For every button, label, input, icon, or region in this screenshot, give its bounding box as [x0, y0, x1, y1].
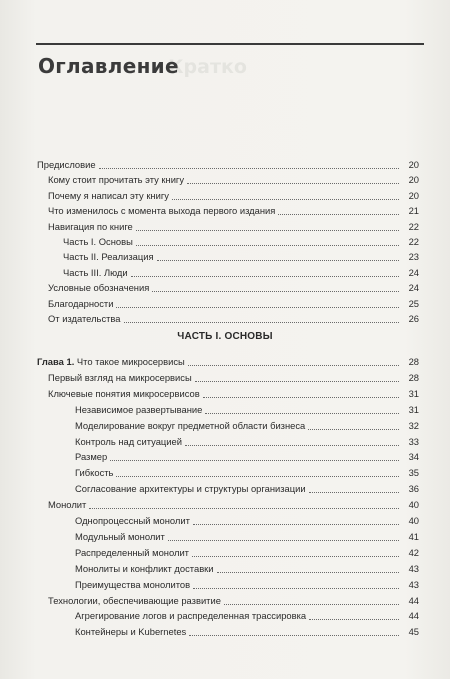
toc-entry	[0, 624, 450, 640]
toc-entry-page: 34	[408, 451, 419, 463]
toc-entry-label: Однопроцессный монолит	[75, 515, 190, 526]
dot-leader	[309, 619, 399, 620]
toc-entry	[0, 234, 450, 250]
dot-leader	[224, 604, 399, 605]
toc-entry-page: 28	[408, 356, 419, 367]
dot-leader	[187, 183, 399, 184]
dot-leader	[152, 291, 399, 292]
toc-entry-page: 25	[408, 297, 419, 309]
toc-entry-page: 42	[408, 546, 419, 558]
toc-entry	[0, 577, 450, 593]
toc-entry-page: 43	[408, 562, 419, 574]
chapter-entry	[0, 354, 450, 370]
toc-entry	[0, 513, 450, 529]
toc-entry-label: Что изменилось с момента выхода первого издания	[48, 205, 276, 217]
toc-entry-page: 44	[408, 610, 419, 622]
dot-leader	[192, 556, 399, 557]
toc-entry-label: Распределенный монолит	[75, 546, 189, 558]
toc-entry	[0, 608, 450, 624]
toc-entry-label: Контейнеры и Kubernetes	[75, 626, 187, 638]
toc-entry	[0, 529, 450, 545]
toc-entry-page: 43	[408, 578, 419, 590]
page-title: Оглавление	[38, 54, 179, 78]
toc-entry	[0, 418, 450, 434]
ghost-through-text: Кратко	[168, 56, 247, 78]
toc-entry-page: 26	[408, 313, 419, 324]
toc-entry-page: 41	[408, 530, 419, 542]
toc-entry-label: Согласование архитектуры и структуры организации	[75, 483, 306, 495]
toc-entry	[0, 203, 450, 219]
dot-leader	[185, 445, 399, 446]
toc-entry-label: Часть II. Реализация	[63, 251, 154, 263]
toc-entry-page: 36	[408, 483, 419, 495]
toc-entry-page: 40	[408, 499, 419, 511]
toc-entry	[0, 219, 450, 235]
toc-entry	[0, 172, 450, 188]
toc-entry-label: Гибкость	[75, 467, 114, 479]
dot-leader	[189, 635, 399, 636]
chapter-number: Глава 1.	[37, 356, 75, 367]
dot-leader	[116, 307, 399, 308]
toc-entry-label: Независимое развертывание	[75, 403, 203, 415]
dot-leader	[203, 397, 399, 398]
dot-leader	[308, 429, 399, 430]
toc-entry-label: Технологии, обеспечивающие развитие	[48, 594, 221, 606]
toc-entry	[0, 370, 450, 386]
dot-leader	[89, 508, 399, 509]
dot-leader	[205, 413, 399, 414]
dot-leader	[136, 230, 399, 231]
toc-entry-label: Навигация по книге	[48, 220, 133, 232]
dot-leader	[157, 260, 399, 261]
chapter-title	[37, 354, 186, 370]
toc-entry-label: Монолиты и конфликт доставки	[75, 562, 214, 574]
toc-entry	[0, 280, 450, 296]
toc-entry-page: 31	[408, 387, 419, 399]
toc-entry	[0, 434, 450, 450]
toc-entry-page: 22	[408, 220, 419, 232]
dot-leader	[99, 168, 399, 169]
toc-entry-page: 24	[408, 282, 419, 294]
toc-entry-page: 28	[408, 371, 419, 383]
dot-leader	[195, 381, 399, 382]
toc-entry	[0, 593, 450, 609]
dot-leader	[131, 276, 399, 277]
toc-entry-page: 35	[408, 467, 419, 479]
toc-entry	[0, 265, 450, 281]
toc-entry-page: 40	[408, 515, 419, 526]
toc-entry-label: Почему я написал эту книгу	[48, 189, 169, 201]
toc-entry-page: 33	[408, 435, 419, 447]
toc-entry-label: Контроль над ситуацией	[75, 435, 182, 447]
toc-entry	[0, 545, 450, 561]
toc-entry-page: 22	[408, 236, 419, 247]
dot-leader	[136, 245, 399, 246]
dot-leader	[217, 572, 399, 573]
toc-entry	[0, 449, 450, 465]
dot-leader	[116, 476, 399, 477]
toc-entry	[0, 311, 450, 327]
toc-entry-label: Часть III. Люди	[63, 266, 128, 278]
toc-entry-page: 23	[408, 251, 419, 263]
toc-entry	[0, 157, 450, 173]
toc-entry-label: Агрегирование логов и распределенная трассировка	[75, 610, 307, 622]
toc-entry	[0, 249, 450, 265]
toc-entry-label: От издательства	[48, 313, 121, 324]
toc-entry-label: Модульный монолит	[75, 530, 165, 542]
dot-leader	[124, 322, 399, 323]
dot-leader	[193, 524, 399, 525]
toc-entry	[0, 188, 450, 204]
toc-entry	[0, 561, 450, 577]
dot-leader	[193, 588, 399, 589]
toc-entry-label: Предисловие	[37, 159, 96, 170]
toc-entry-label: Преимущества монолитов	[75, 578, 191, 590]
toc-entry	[0, 386, 450, 402]
toc-entry	[0, 497, 450, 513]
toc-entry-label: Размер	[75, 451, 108, 463]
dot-leader	[309, 492, 399, 493]
toc-entry-label: Ключевые понятия микросервисов	[48, 387, 200, 399]
toc-entry-page: 31	[408, 403, 419, 415]
toc-entry-page: 21	[408, 205, 419, 217]
toc-entry-page: 20	[408, 189, 419, 201]
toc-entry-page: 24	[408, 266, 419, 278]
toc-entry	[0, 481, 450, 497]
dot-leader	[168, 540, 399, 541]
toc-entry-label: Условные обозначения	[48, 282, 150, 294]
dot-leader	[188, 365, 399, 366]
toc-entry-label: Моделирование вокруг предметной области бизнеса	[75, 419, 306, 431]
toc-entry	[0, 296, 450, 312]
chapter-label: Что такое микросервисы	[74, 356, 185, 367]
dot-leader	[110, 460, 399, 461]
dot-leader	[172, 199, 399, 200]
toc-entry-label: Благодарности	[48, 297, 114, 309]
toc-entry-page: 44	[408, 594, 419, 606]
toc-entry-label: Монолит	[48, 499, 87, 511]
toc-entry-page: 20	[408, 174, 419, 186]
dot-leader	[278, 214, 399, 215]
toc-entry-label: Часть I. Основы	[63, 236, 133, 247]
toc-entry-page: 32	[408, 419, 419, 431]
part-heading: ЧАСТЬ I. ОСНОВЫ	[177, 331, 273, 342]
toc-entry-label: Кому стоит прочитать эту книгу	[48, 174, 185, 186]
toc-entry	[0, 465, 450, 481]
toc-entry	[0, 402, 450, 418]
toc-entry-page: 45	[408, 626, 419, 638]
toc-entry-label: Первый взгляд на микросервисы	[48, 371, 192, 383]
toc-entry-page: 20	[408, 159, 419, 170]
